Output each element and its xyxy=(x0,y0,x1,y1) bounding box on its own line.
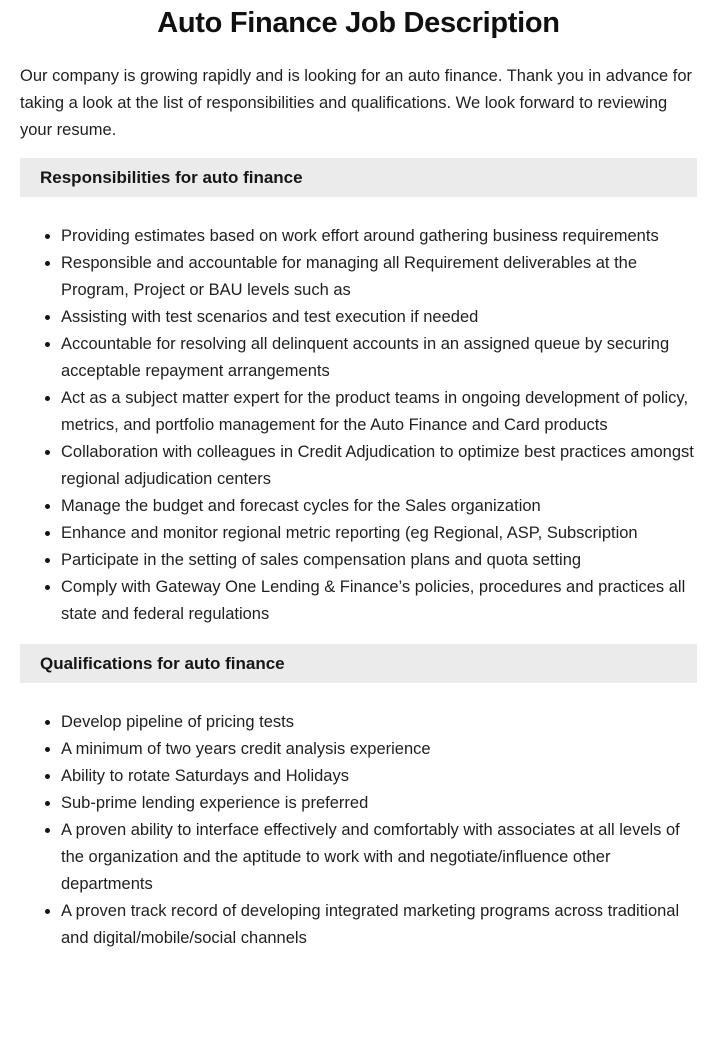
list-item: Assisting with test scenarios and test execution if needed xyxy=(61,304,697,331)
section-header-responsibilities: Responsibilities for auto finance xyxy=(20,158,697,197)
list-item: Develop pipeline of pricing tests xyxy=(61,709,697,736)
list-item: Comply with Gateway One Lending & Finance’s policies, procedures and practices all state and federal regulations xyxy=(61,574,697,628)
list-item: Accountable for resolving all delinquent accounts in an assigned queue by securing acceptable repayment arrangements xyxy=(61,331,697,385)
list-item: A proven track record of developing integrated marketing programs across traditional and digital/mobile/social channels xyxy=(61,898,697,952)
list-item: Providing estimates based on work effort around gathering business requirements xyxy=(61,223,697,250)
list-item: Enhance and monitor regional metric reporting (eg Regional, ASP, Subscription xyxy=(61,520,697,547)
list-item: Collaboration with colleagues in Credit Adjudication to optimize best practices amongst regional adjudication centers xyxy=(61,439,697,493)
list-item: Ability to rotate Saturdays and Holidays xyxy=(61,763,697,790)
list-item: Responsible and accountable for managing all Requirement deliverables at the Program, Project or BAU levels such as xyxy=(61,250,697,304)
list-item: Act as a subject matter expert for the product teams in ongoing development of policy, metrics, and portfolio management for the Auto Finance and Card products xyxy=(61,385,697,439)
section-header-qualifications: Qualifications for auto finance xyxy=(20,644,697,683)
job-description-page xyxy=(0,6,720,952)
list-item: A proven ability to interface effectively and comfortably with associates at all levels of the organization and the aptitude to work with and negotiate/influence other departments xyxy=(61,817,697,898)
list-item: Participate in the setting of sales compensation plans and quota setting xyxy=(61,547,697,574)
list-item: Manage the budget and forecast cycles for the Sales organization xyxy=(61,493,697,520)
list-item: A minimum of two years credit analysis experience xyxy=(61,736,697,763)
responsibilities-list xyxy=(20,223,697,628)
intro-paragraph: Our company is growing rapidly and is looking for an auto finance. Thank you in advance for taking a look at the list of responsibilities and qualifications. We look forward to reviewing your resume. xyxy=(20,67,692,139)
qualifications-list xyxy=(20,709,697,952)
list-item: Sub-prime lending experience is preferred xyxy=(61,790,697,817)
page-title: Auto Finance Job Description xyxy=(157,7,560,39)
